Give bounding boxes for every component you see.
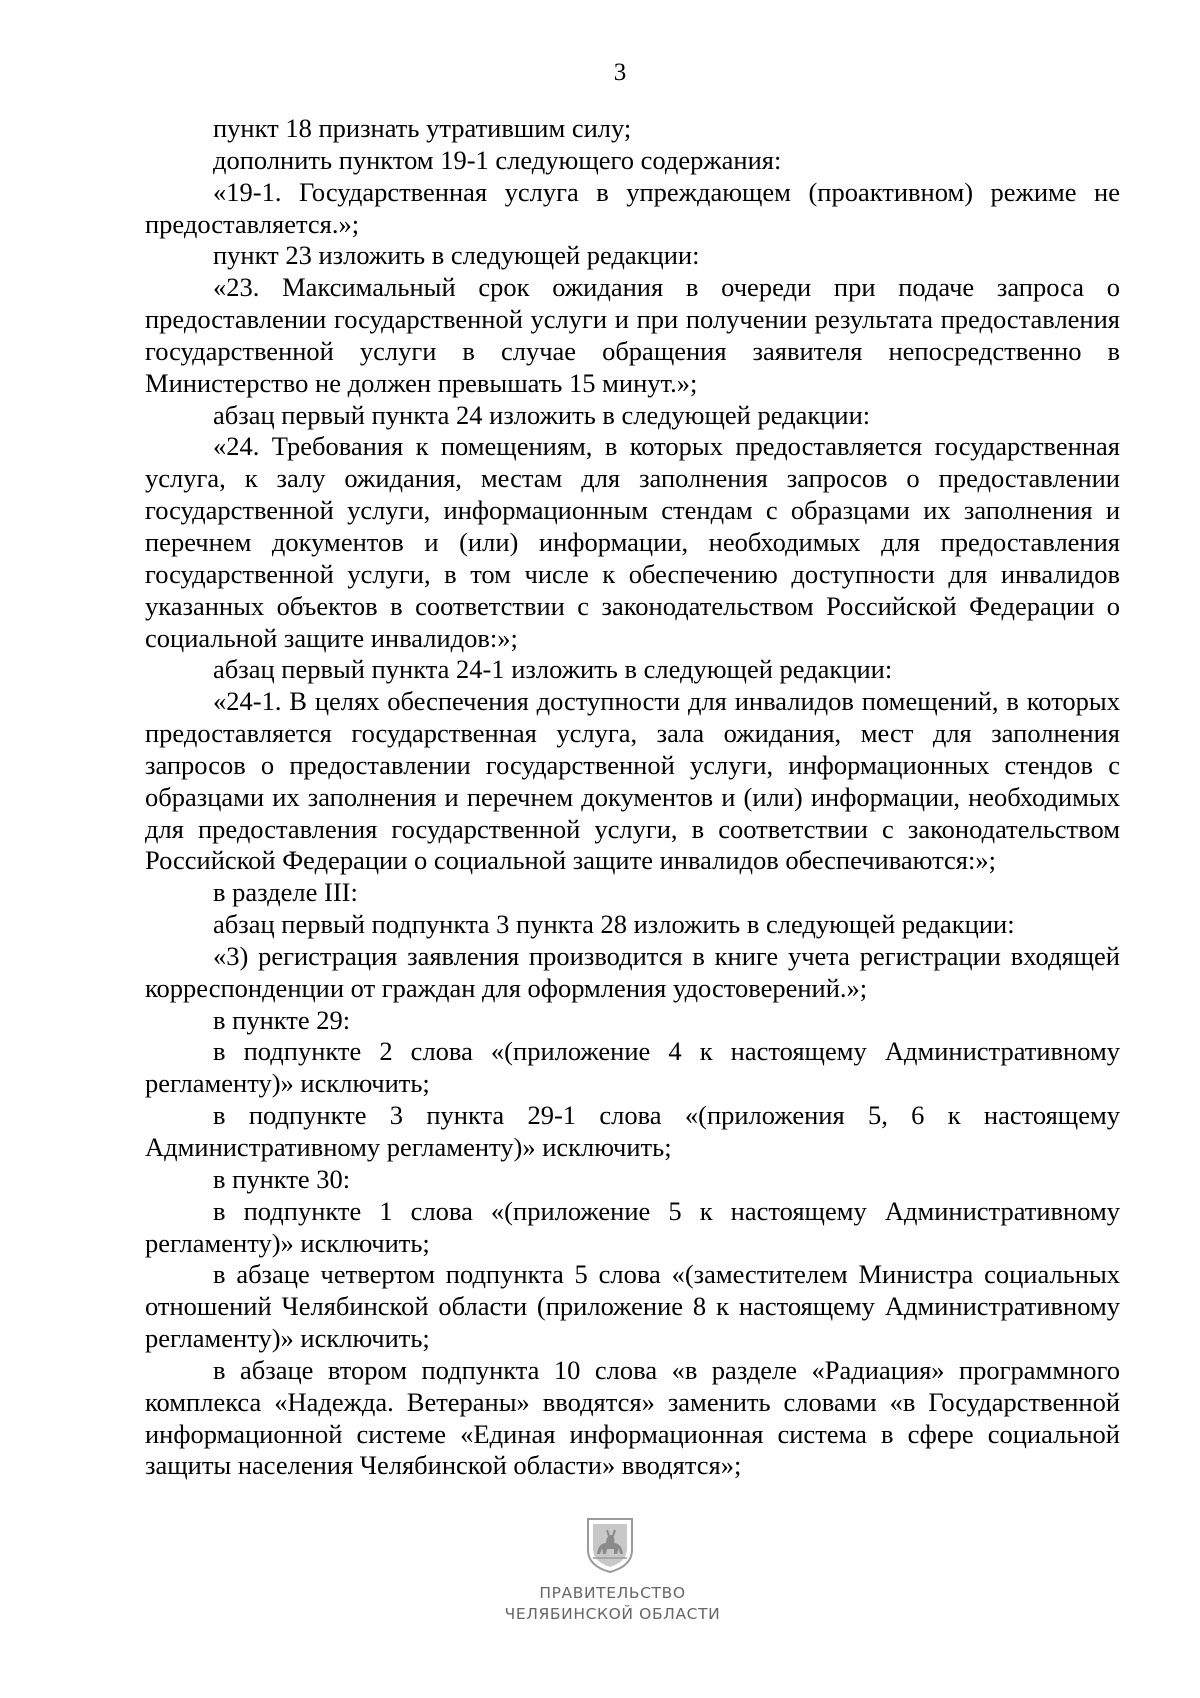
document-body <box>145 113 1120 1482</box>
paragraph: абзац первый пункта 24 изложить в следующей редакции: <box>213 399 871 430</box>
stamp <box>470 1583 755 1625</box>
paragraph: в разделе III: <box>213 877 358 908</box>
stamp-line-1: ПРАВИТЕЛЬСТВО <box>539 1584 686 1602</box>
paragraph: «23. Максимальный срок ожидания в очереди при подаче запроса о предоставлении государственной услуги и при получении результата предоставления государственной услуги в случае обращения заявителя непосредственно в Министерство не должен превышать 15 минут.»; <box>145 272 1120 398</box>
paragraph: дополнить пунктом 19-1 следующего содержания: <box>213 144 782 175</box>
paragraph: в подпункте 3 пункта 29-1 слова «(приложения 5, 6 к настоящему Административному регламенту)» исключить; <box>145 1100 1120 1162</box>
stamp-line-2: ЧЕЛЯБИНСКОЙ ОБЛАСТИ <box>504 1605 721 1623</box>
paragraph: пункт 18 признать утратившим силу; <box>213 113 632 143</box>
paragraph: «19-1. Государственная услуга в упреждающем (проактивном) режиме не предоставляется.»; <box>145 176 1120 239</box>
paragraph: «3) регистрация заявления производится в книге учета регистрации входящей корреспонденции от граждан для оформления удостоверений.»; <box>145 940 1120 1003</box>
page-number: 3 <box>613 59 627 86</box>
paragraph: абзац первый подпункта 3 пункта 28 изложить в следующей редакции: <box>213 909 1015 940</box>
paragraph: «24. Требования к помещениям, в которых предоставляется государственная услуга, к залу ожидания, местам для заполнения запросов о предоставлении государственной услуги, информационным стендам с образцами их заполнения и перечнем документов и (или) информации, необходимых для предоставления государственной услуги, в том числе к обеспечению доступности для инвалидов указанных объектов в соответствии с законодательством Российской Федерации о социальной защите инвалидов:»; <box>145 431 1120 653</box>
paragraph: в абзаце втором подпункта 10 слова «в разделе «Радиация» программного комплекса «Надежда. Ветераны» вводятся» заменить словами «в Государственной информационной системе «Единая информационная система в сфере социальной защиты населения Челябинской области» вводятся»; <box>145 1354 1120 1481</box>
paragraph: «24-1. В целях обеспечения доступности для инвалидов помещений, в которых предоставляется государственная услуга, зала ожидания, мест для заполнения запросов о предоставлении государственной услуги, информационных стендов с образцами их заполнения и перечнем документов и (или) информации, необходимых для предоставления государственной услуги, в соответствии с законодательством Российской Федерации о социальной защите инвалидов обеспечиваются:»; <box>145 686 1120 876</box>
paragraph: пункт 23 изложить в следующей редакции: <box>213 240 700 271</box>
paragraph: в абзаце четвертом подпункта 5 слова «(заместителем Министра социальных отношений Челябинской области (приложение 8 к настоящему Административному регламенту)» исключить; <box>145 1259 1120 1354</box>
paragraph: абзац первый пункта 24-1 изложить в следующей редакции: <box>213 654 893 685</box>
coat-of-arms-icon <box>585 1516 635 1574</box>
paragraph: в подпункте 1 слова «(приложение 5 к настоящему Административному регламенту)» исключить; <box>145 1195 1120 1258</box>
paragraph: в пункте 30: <box>213 1163 351 1194</box>
paragraph: в подпункте 2 слова «(приложение 4 к настоящему Административному регламенту)» исключить; <box>145 1036 1120 1099</box>
paragraph: в пункте 29: <box>213 1004 351 1035</box>
